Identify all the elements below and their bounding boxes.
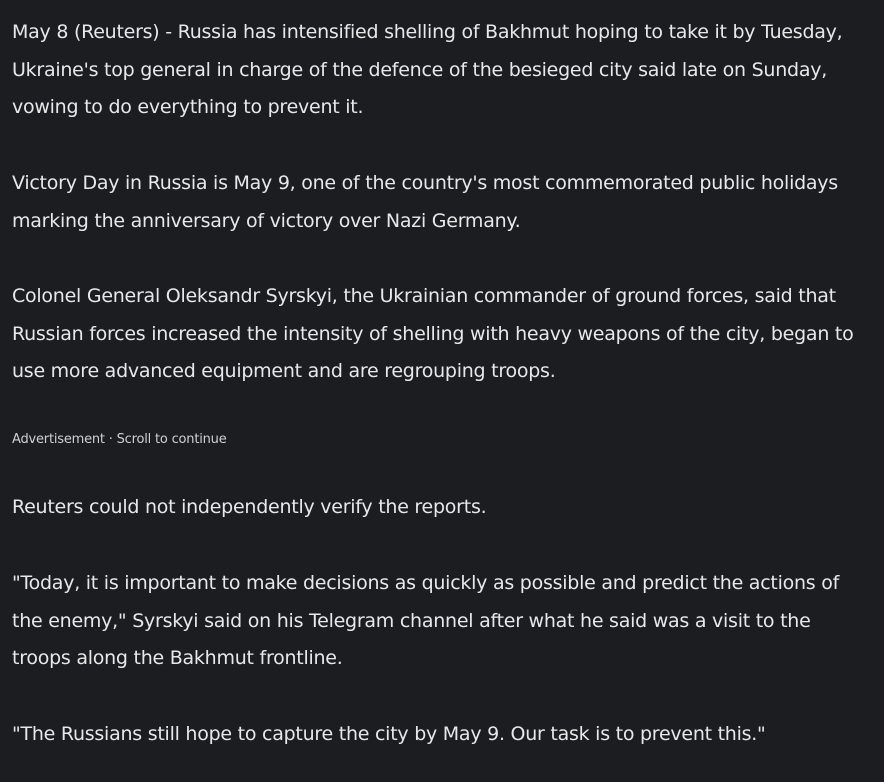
article-paragraph: "The Russians still hope to capture the city by May 9. Our task is to prevent this." — [12, 723, 766, 745]
article-paragraph: Reuters could not independently verify the reports. — [12, 496, 487, 518]
article-paragraph: Colonel General Oleksandr Syrskyi, the Ukrainian commander of ground forces, said that Russian forces increased the intensity of shelling with heavy weapons of the city, began to use more advanced equipment and are regrouping troops. — [12, 285, 854, 383]
article-paragraph: Victory Day in Russia is May 9, one of the country's most commemorated public holidays marking the anniversary of victory over Nazi Germany. — [12, 172, 838, 232]
article-paragraph: "Today, it is important to make decisions as quickly as possible and predict the actions of the enemy," Syrskyi said on his Telegram channel after what he said was a visit to the troops along the Bakhmut frontline. — [12, 572, 840, 670]
article-paragraph: May 8 (Reuters) - Russia has intensified shelling of Bakhmut hoping to take it by Tuesday, Ukraine's top general in charge of the defence of the besieged city said late on Sunday, vowing to do everything to prevent it. — [12, 21, 843, 119]
advertisement-label: Advertisement · Scroll to continue — [12, 432, 227, 447]
